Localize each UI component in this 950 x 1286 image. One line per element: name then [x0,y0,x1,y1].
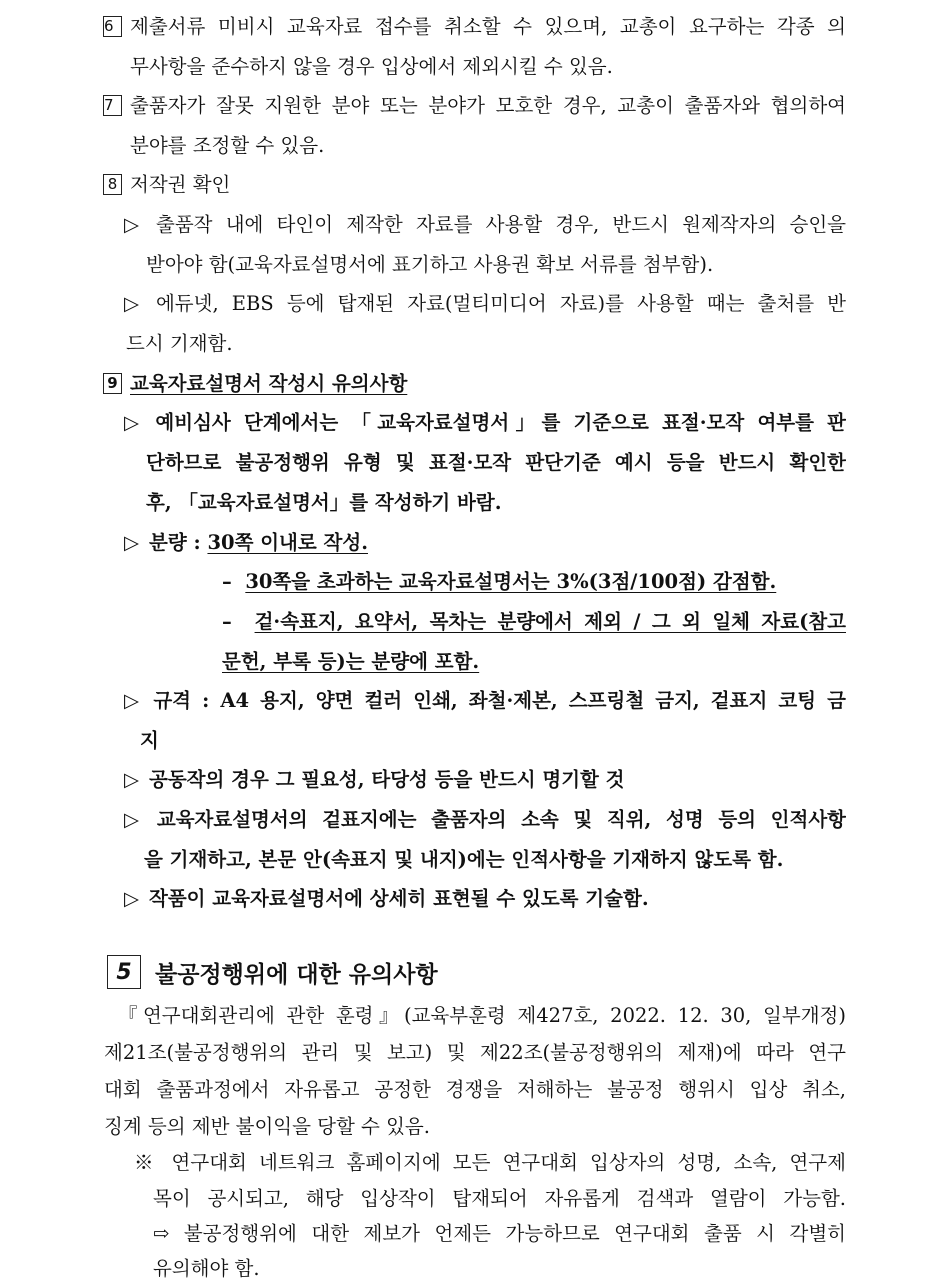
copyright-note-1-text: 출품작 내에 타인이 제작한 자료를 사용할 경우, 반드시 원제작자의 승인을 [156,213,846,236]
volume-label: 분량 : [149,531,208,554]
note-volume [124,530,368,556]
notice-note [134,1150,846,1176]
volume-sub-2-text: 겉·속표지, 요약서, 목차는 분량에서 제외 / 그 외 일체 자료(참고 [254,610,846,633]
triangle-bullet-icon: ▷ [124,531,139,554]
triangle-bullet-icon: ▷ [124,808,147,831]
item-6-text: 제출서류 미비시 교육자료 접수를 취소할 수 있으며, 교총이 요구하는 각종 의 [130,15,846,38]
item-9-title: 교육자료설명서 작성시 유의사항 [130,372,408,395]
section-5-para-line: 징계 등의 제반 불이익을 당할 수 있음. [104,1115,430,1138]
note-spec-text: 규격 : A4 용지, 양면 컬러 인쇄, 좌철·제본, 스프링철 금지, 겉표지 코팅 금 [153,689,846,712]
triangle-bullet-icon: ▷ [124,213,146,236]
note-detail [124,886,649,912]
copyright-note-1-cont: 받아야 함(교육자료설명서에 표기하고 사용권 확보 서류를 첨부함). [146,253,714,276]
triangle-bullet-icon: ▷ [124,768,139,791]
section-number: 5 [107,955,141,989]
triangle-bullet-icon: ▷ [124,292,146,315]
copyright-note-2-text: 에듀넷, EBS 등에 탑재된 자료(멀티미디어 자료)를 사용할 때는 출처를 반 [155,292,846,315]
item-6 [103,14,846,40]
item-6-text-cont: 무사항을 준수하지 않을 경우 입상에서 제외시킬 수 있음. [130,55,613,78]
copyright-note-2 [124,291,846,317]
section-title: 불공정행위에 대한 유의사항 [155,961,438,988]
note-joint-text: 공동작의 경우 그 필요성, 타당성 등을 반드시 명기할 것 [149,768,625,791]
volume-sub-2 [222,609,846,635]
reference-mark-icon: ※ [134,1151,160,1174]
item-7 [103,93,846,119]
copyright-note-1 [124,212,846,238]
note-preliminary [124,410,846,436]
item-7-text: 출품자가 잘못 지원한 분야 또는 분야가 모호한 경우, 교총이 출품자와 협의하여 [130,94,846,117]
note-joint [124,767,625,793]
volume-sub-1-text: 30쪽을 초과하는 교육자료설명서는 3%(3점/100점) 감점함. [245,570,777,593]
item-9 [103,371,407,397]
item-9-number: 9 [103,373,122,394]
note-cover-text: 교육자료설명서의 겉표지에는 출품자의 소속 및 직위, 성명 등의 인적사항 [156,808,846,831]
item-6-number: 6 [103,16,122,37]
note-cover [124,807,846,833]
item-8 [103,172,230,198]
section-5-para-line: 대회 출품과정에서 자유롭고 공정한 경쟁을 저해하는 불공정 행위시 입상 취소, [104,1078,846,1101]
report-note-cont: 유의해야 함. [153,1257,260,1280]
item-8-title: 저작권 확인 [130,173,231,196]
report-note-text: 불공정행위에 대한 제보가 언제든 가능하므로 연구대회 출품 시 각별히 [183,1222,846,1245]
arrow-right-icon: ⇨ [153,1222,170,1245]
triangle-bullet-icon: ▷ [124,887,139,910]
notice-note-cont: 목이 공시되고, 해당 입상작이 탑재되어 자유롭게 검색과 열람이 가능함. [153,1187,846,1210]
dash-icon: – [222,610,232,633]
note-preliminary-cont: 단하므로 불공정행위 유형 및 표절·모작 판단기준 예시 등을 반드시 확인한 [146,451,846,474]
triangle-bullet-icon: ▷ [124,689,144,712]
item-7-number: 7 [103,95,122,116]
triangle-bullet-icon: ▷ [124,411,146,434]
item-7-text-cont: 분야를 조정할 수 있음. [130,134,325,157]
volume-sub-1 [222,569,776,595]
notice-note-text: 연구대회 네트워크 홈페이지에 모든 연구대회 입상자의 성명, 소속, 연구제 [171,1151,846,1174]
section-5-heading [107,954,438,990]
note-detail-text: 작품이 교육자료설명서에 상세히 표현될 수 있도록 기술함. [149,887,649,910]
copyright-note-2-cont: 드시 기재함. [126,332,233,355]
section-5-para-line: 제21조(불공정행위의 관리 및 보고) 및 제22조(불공정행위의 제재)에 따라 연구 [104,1041,846,1064]
volume-value: 30쪽 이내로 작성. [207,531,368,554]
volume-sub-2-cont: 문헌, 부록 등)는 분량에 포함. [222,650,480,673]
dash-icon: – [222,570,232,593]
item-8-number: 8 [103,174,122,195]
note-preliminary-text: 예비심사 단계에서는 「교육자료설명서」를 기준으로 표절·모작 여부를 판 [155,411,846,434]
note-spec [124,688,846,714]
section-5-para-line: 『연구대회관리에 관한 훈령』(교육부훈령 제427호, 2022. 12. 30, 일부개정) [118,1004,846,1027]
note-preliminary-cont2: 후, 「교육자료설명서」를 작성하기 바람. [146,491,502,514]
report-note [153,1221,846,1247]
note-cover-cont: 을 기재하고, 본문 안(속표지 및 내지)에는 인적사항을 기재하지 않도록 함. [144,848,784,871]
note-spec-cont: 지 [140,729,159,752]
